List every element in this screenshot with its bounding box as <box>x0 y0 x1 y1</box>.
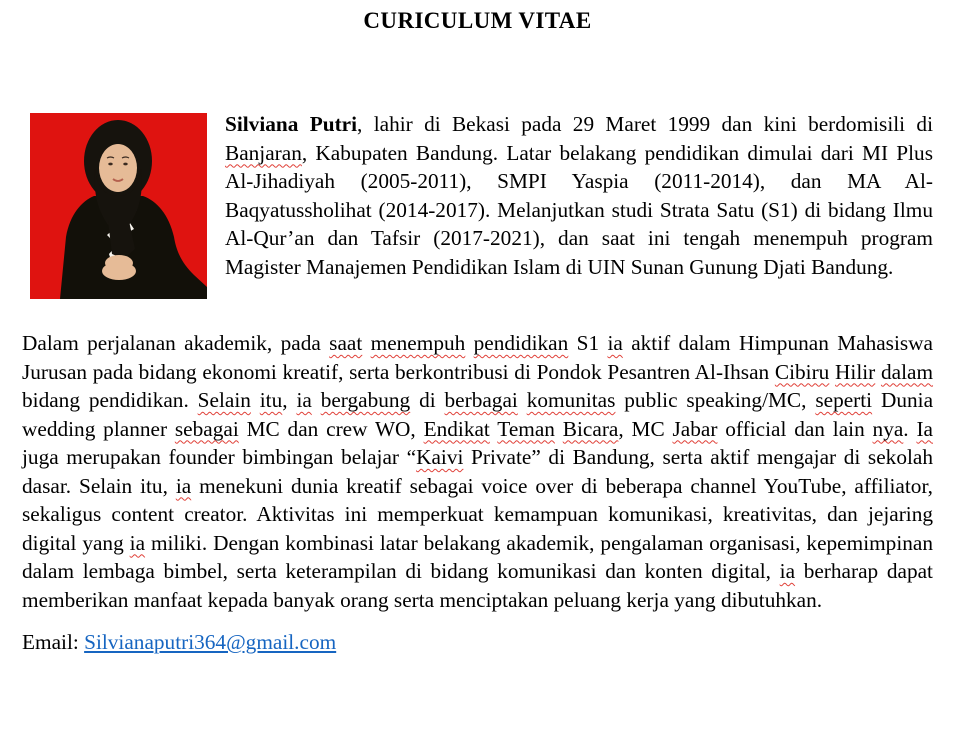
text-run: Kaivi <box>416 445 464 469</box>
text-run: Private” di Bandung, serta aktif mengajar di sekolah dasar. Selain itu, <box>22 445 933 498</box>
text-run: bergabung <box>320 388 411 412</box>
text-run: seperti <box>815 388 873 412</box>
text-run: berbagai <box>444 388 518 412</box>
text-run: ia <box>175 473 192 498</box>
text-run: komunitas <box>526 388 616 412</box>
text-run: Silviana Putri <box>225 112 358 136</box>
profile-photo-image <box>30 113 207 299</box>
text-run: di <box>410 388 445 412</box>
text-run: ia <box>129 530 146 555</box>
text-run: juga merupakan founder bimbingan belajar “ <box>22 445 417 469</box>
text-run: miliki. Dengan kombinasi latar belakang akademik, pengalaman organisasi, kepemimpinan dalam lembaga bimbel, serta keterampilan di bidang komunikasi dan konten digital, <box>22 530 934 583</box>
text-run: , Kabupaten Bandung. Latar belakang pendidikan dimulai dari MI Plus Al-Jihadiyah (2005-2011), SMPI Yaspia (2011-2014), dan MA Al-Baqyatussholihat (2014-2017). Melanjutkan studi Strata Satu (S1) di bidang Ilmu Al-Qur’an dan Tafsir (2017-2021), dan saat ini tengah menempuh program Magister Manajemen Pendidikan Islam di UIN Sunan Gunung Djati Bandung. <box>225 140 933 279</box>
text-run: itu <box>259 388 283 412</box>
text-run: menempuh <box>370 331 466 355</box>
email-row <box>22 628 933 657</box>
text-run: . <box>903 416 917 441</box>
text-run: Endikat <box>423 416 490 441</box>
text-run: saat <box>329 331 363 355</box>
text-run: S1 <box>568 331 608 355</box>
text-run <box>312 388 321 412</box>
text-run <box>251 388 260 412</box>
intro-section <box>30 110 933 299</box>
text-run <box>362 331 370 355</box>
right-eye <box>123 163 127 166</box>
email-label: Email: <box>22 630 79 654</box>
text-run: Hilir <box>835 359 876 384</box>
text-run: nya <box>872 416 904 441</box>
left-eye <box>108 163 112 166</box>
text-run: MC dan crew WO, <box>238 416 424 441</box>
email-link[interactable]: Silvianaputri364@gmail.com <box>84 630 337 654</box>
text-run: Bicara <box>562 416 619 441</box>
hands-lower <box>102 262 136 280</box>
text-run: , MC <box>618 416 673 441</box>
page-title: CURICULUM VITAE <box>363 8 592 33</box>
text-run: aktif dalam Himpunan Mahasiswa Jurusan pada bidang ekonomi kreatif, serta berkontribusi di Pondok Pesantren Al-Ihsan <box>22 331 934 384</box>
main-paragraph <box>22 329 933 614</box>
text-run <box>518 388 527 412</box>
text-run: Dalam perjalanan akademik, pada <box>22 331 330 355</box>
text-run: , lahir di Bekasi pada 29 Maret 1999 dan kini berdomisili di <box>357 112 933 136</box>
text-run: dalam <box>880 359 934 384</box>
text-run: bidang pendidikan. <box>22 388 198 412</box>
document-body <box>0 110 955 657</box>
text-run: , <box>282 388 297 412</box>
text-run <box>555 417 563 441</box>
text-run: ia <box>607 331 623 355</box>
text-run: Banjaran <box>225 140 302 165</box>
text-run: official dan lain <box>717 416 873 441</box>
text-run: public speaking/MC, <box>615 388 816 412</box>
text-run: Teman <box>497 416 555 441</box>
text-run: berharap dapat memberikan manfaat kepada banyak orang serta menciptakan peluang kerja yang dibutuhkan. <box>22 559 933 612</box>
text-run: ia <box>296 388 312 412</box>
face <box>99 144 137 192</box>
text-run: Selain <box>197 388 251 412</box>
text-run: ia <box>779 559 796 583</box>
text-run: Jabar <box>672 416 718 441</box>
text-run <box>465 331 473 355</box>
text-run: Ia <box>916 416 933 441</box>
text-run: Dunia wedding planner <box>22 388 934 441</box>
text-run: Cibiru <box>774 359 830 384</box>
intro-paragraph <box>225 110 933 281</box>
text-run: menekuni dunia kreatif sebagai voice over di beberapa channel YouTube, affiliator, sekaligus content creator. Aktivitas ini memperkuat kemampuan komunikasi, kreativitas, dan jejaring digital yang <box>22 473 934 555</box>
profile-photo <box>30 113 207 299</box>
text-run: sebagai <box>174 416 239 441</box>
text-run: pendidikan <box>473 331 569 355</box>
